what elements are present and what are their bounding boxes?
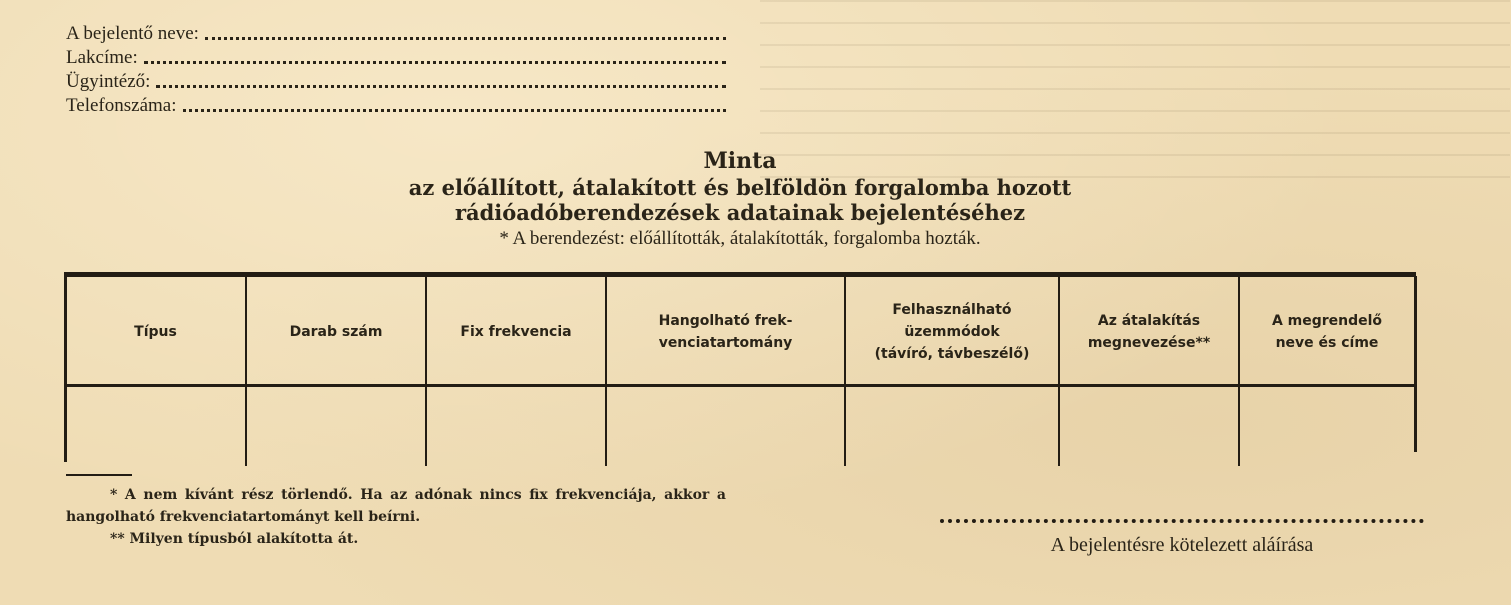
field-name-label: A bejelentő neve: [66, 23, 199, 44]
cell-tunable-range[interactable] [607, 388, 844, 462]
header-fixed-frequency: Fix frekvencia [460, 324, 572, 340]
header-conversion-name: Az átalakítás megnevezése** [1087, 313, 1211, 351]
cell-conversion-name[interactable] [1060, 388, 1238, 462]
field-phone-dotted-line[interactable] [183, 108, 726, 112]
cell-operating-modes[interactable] [846, 388, 1058, 462]
header-separator [64, 384, 1416, 387]
cell-quantity[interactable] [247, 388, 425, 462]
cell-customer[interactable] [1240, 388, 1414, 462]
field-name [66, 22, 726, 46]
footnote-2: ** Milyen típusból alakította át. [110, 531, 359, 547]
header-quantity: Darab szám [289, 324, 383, 340]
title-main: Minta [703, 148, 777, 174]
field-name-dotted-line[interactable] [205, 36, 726, 40]
title-line-1: az előállított, átalakított és belföldön forgalomba hozott [408, 175, 1072, 200]
header-tunable-range: Hangolható frek- venciatartomány [658, 313, 793, 351]
field-clerk-label: Ügyintéző: [66, 71, 151, 92]
table-right-border [1414, 276, 1417, 452]
declaration-table [64, 272, 1424, 462]
table-top-border [64, 272, 1416, 277]
declarant-fields [66, 22, 726, 118]
title-line-2: rádióadóberendezések adatainak bejelentéséhez [454, 200, 1026, 225]
field-clerk-dotted-line[interactable] [156, 84, 726, 88]
field-clerk [66, 70, 726, 94]
header-type: Típus [134, 324, 177, 340]
footnotes [66, 484, 726, 550]
form-title [300, 148, 1180, 251]
field-address [66, 46, 726, 70]
cell-fixed-frequency[interactable] [427, 388, 605, 462]
title-note: * A berendezést: előállították, átalakították, forgalomba hozták. [499, 228, 981, 249]
signature-dotted-line[interactable] [940, 518, 1424, 523]
signature-label: A bejelentésre kötelezett aláírása [1050, 534, 1314, 556]
header-customer: A megrendelő neve és címe [1271, 313, 1383, 351]
field-phone [66, 94, 726, 118]
field-phone-label: Telefonszáma: [66, 95, 177, 116]
cell-type[interactable] [67, 388, 245, 462]
footnote-rule [66, 474, 132, 476]
field-address-dotted-line[interactable] [144, 60, 726, 64]
field-address-label: Lakcíme: [66, 47, 138, 68]
header-operating-modes: Felhasználható üzemmódok (távíró, távbeszélő) [874, 302, 1030, 362]
footnote-1: * A nem kívánt rész törlendő. Ha az adónak nincs fix frekvenciája, akkor a hangolható frekvenciatartományt kell beírni. [66, 487, 726, 525]
